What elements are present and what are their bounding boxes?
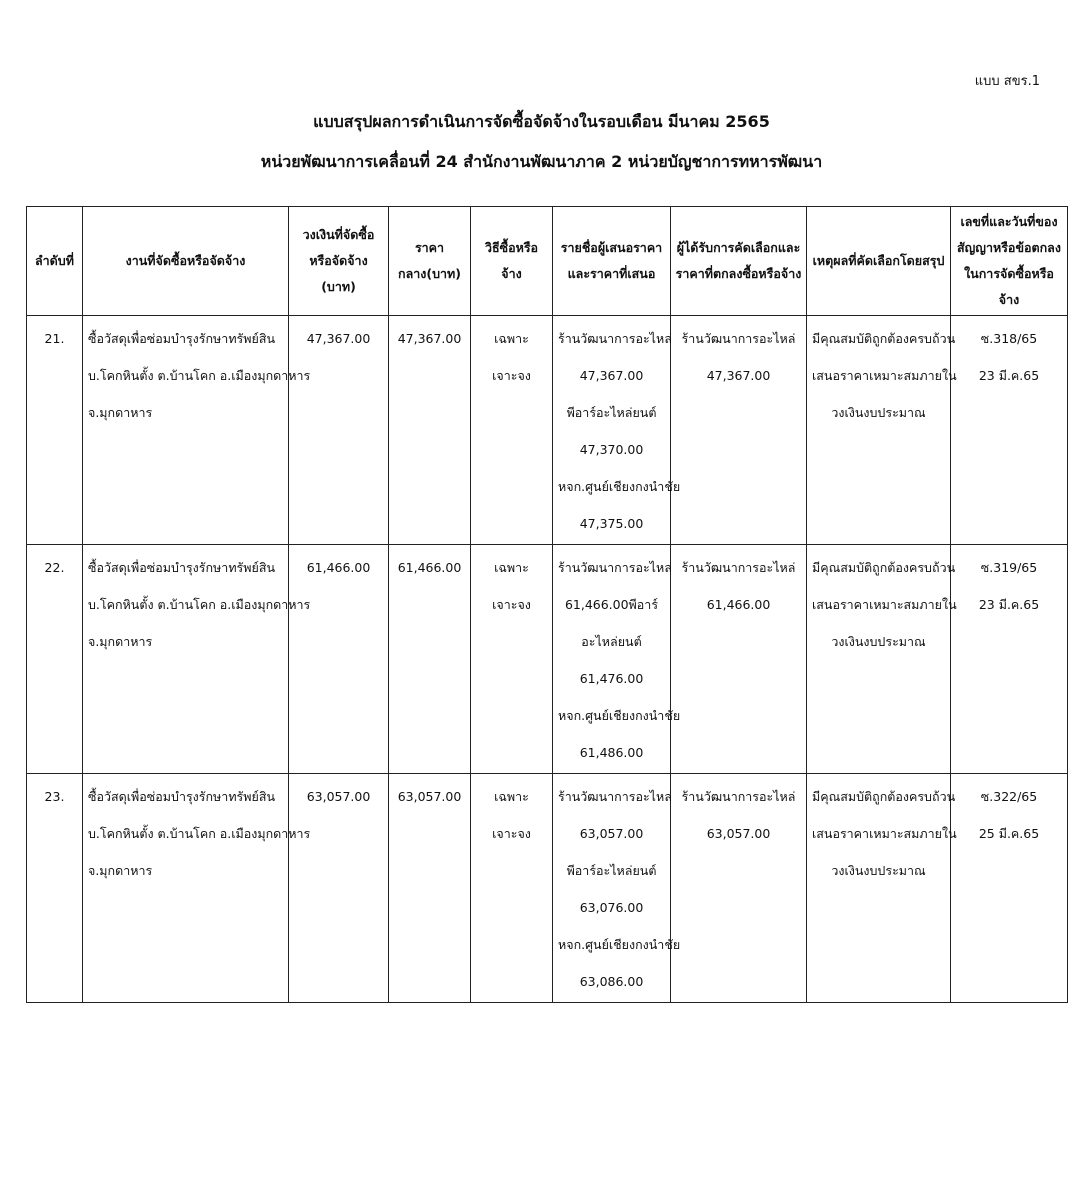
cell-budget: 63,057.00 [289, 774, 389, 1003]
cell-median-price: 63,057.00 [389, 774, 471, 1003]
header-task: งานที่จัดซื้อหรือจัดจ้าง [83, 207, 289, 316]
header-method: วิธีซื้อหรือจ้าง [471, 207, 553, 316]
cell-budget: 61,466.00 [289, 545, 389, 774]
cell-method: เฉพาะเจาะจง [471, 774, 553, 1003]
cell-contract: ซ.318/65 23 มี.ค.65 [951, 316, 1068, 545]
header-bidders: รายชื่อผู้เสนอราคาและราคาที่เสนอ [553, 207, 671, 316]
cell-reason: มีคุณสมบัติถูกต้องครบถ้วน เสนอราคาเหมาะสมภายใน วงเงินงบประมาณ [807, 316, 951, 545]
cell-bidders: ร้านวัฒนาการอะไหล่ 47,367.00 พีอาร์อะไหล่ยนต์ 47,370.00 หจก.ศูนย์เชียงกงนำชัย 47,375.00 [553, 316, 671, 545]
cell-median-price: 61,466.00 [389, 545, 471, 774]
header-reason: เหตุผลที่คัดเลือกโดยสรุป [807, 207, 951, 316]
cell-selected: ร้านวัฒนาการอะไหล่ 47,367.00 [671, 316, 807, 545]
document-title: แบบสรุปผลการดำเนินการจัดซื้อจัดจ้างในรอบเดือน มีนาคม 2565 [313, 112, 770, 131]
cell-no: 21. [27, 316, 83, 545]
table-row [27, 774, 1068, 1003]
cell-no: 22. [27, 545, 83, 774]
cell-task: ซื้อวัสดุเพื่อซ่อมบำรุงรักษาทรัพย์สิน บ.โคกหินตั้ง ต.บ้านโคก อ.เมืองมุกดาหาร จ.มุกดาหาร [83, 316, 289, 545]
document-subtitle: หน่วยพัฒนาการเคลื่อนที่ 24 สำนักงานพัฒนาภาค 2 หน่วยบัญชาการทหารพัฒนา [260, 152, 823, 171]
table-row [27, 316, 1068, 545]
header-median-price: ราคากลาง(บาท) [389, 207, 471, 316]
cell-reason: มีคุณสมบัติถูกต้องครบถ้วน เสนอราคาเหมาะสมภายใน วงเงินงบประมาณ [807, 545, 951, 774]
cell-selected: ร้านวัฒนาการอะไหล่ 63,057.00 [671, 774, 807, 1003]
cell-contract: ซ.319/65 23 มี.ค.65 [951, 545, 1068, 774]
cell-task: ซื้อวัสดุเพื่อซ่อมบำรุงรักษาทรัพย์สิน บ.โคกหินตั้ง ต.บ้านโคก อ.เมืองมุกดาหาร จ.มุกดาหาร [83, 545, 289, 774]
form-code: แบบ สขร.1 [974, 74, 1040, 89]
cell-contract: ซ.322/65 25 มี.ค.65 [951, 774, 1068, 1003]
table-header-row [27, 207, 1068, 316]
cell-selected: ร้านวัฒนาการอะไหล่ 61,466.00 [671, 545, 807, 774]
cell-task: ซื้อวัสดุเพื่อซ่อมบำรุงรักษาทรัพย์สิน บ.โคกหินตั้ง ต.บ้านโคก อ.เมืองมุกดาหาร จ.มุกดาหาร [83, 774, 289, 1003]
header-contract: เลขที่และวันที่ของสัญญาหรือข้อตกลงในการจัดซื้อหรือจ้าง [951, 207, 1068, 316]
header-selected: ผู้ได้รับการคัดเลือกและราคาที่ตกลงซื้อหรือจ้าง [671, 207, 807, 316]
cell-reason: มีคุณสมบัติถูกต้องครบถ้วน เสนอราคาเหมาะสมภายใน วงเงินงบประมาณ [807, 774, 951, 1003]
cell-bidders: ร้านวัฒนาการอะไหล่ 61,466.00พีอาร์ อะไหล่ยนต์ 61,476.00 หจก.ศูนย์เชียงกงนำชัย 61,486.00 [553, 545, 671, 774]
cell-method: เฉพาะเจาะจง [471, 545, 553, 774]
cell-median-price: 47,367.00 [389, 316, 471, 545]
procurement-summary-table [26, 206, 1068, 1003]
cell-method: เฉพาะเจาะจง [471, 316, 553, 545]
cell-budget: 47,367.00 [289, 316, 389, 545]
header-no: ลำดับที่ [27, 207, 83, 316]
cell-no: 23. [27, 774, 83, 1003]
cell-bidders: ร้านวัฒนาการอะไหล่ 63,057.00 พีอาร์อะไหล่ยนต์ 63,076.00 หจก.ศูนย์เชียงกงนำชัย 63,086.00 [553, 774, 671, 1003]
table-row [27, 545, 1068, 774]
header-budget: วงเงินที่จัดซื้อหรือจัดจ้าง (บาท) [289, 207, 389, 316]
